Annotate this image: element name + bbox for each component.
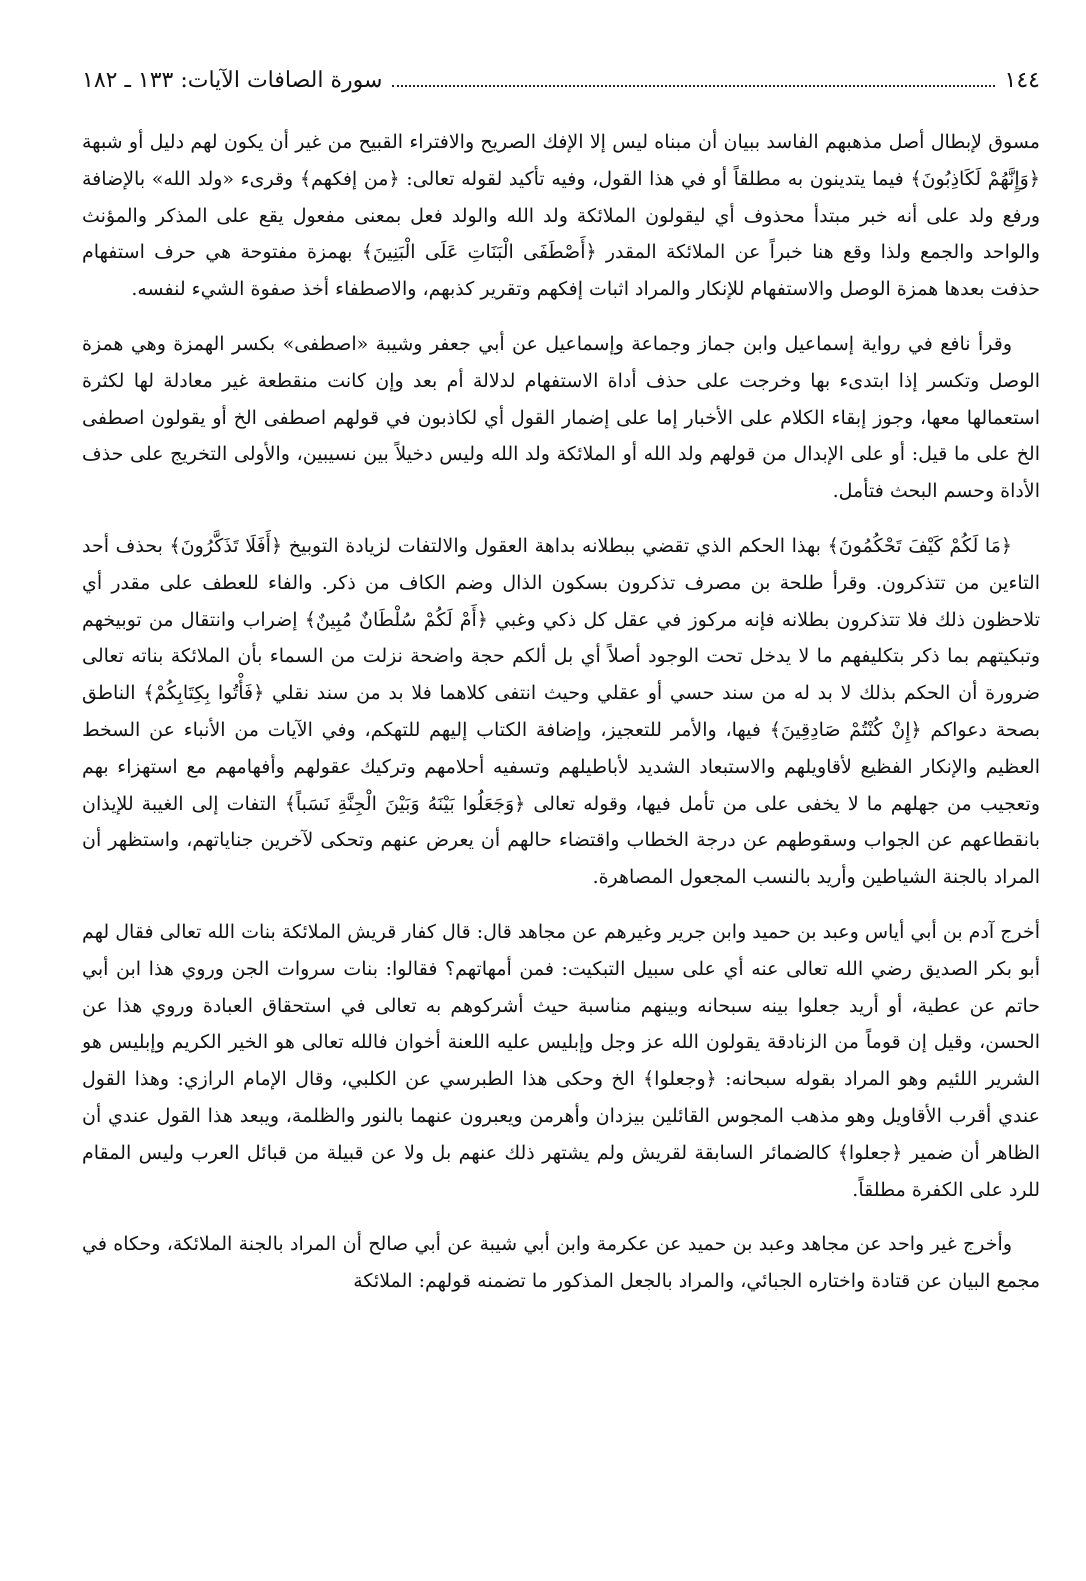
paragraph: أخرج آدم بن أبي أياس وعبد بن حميد وابن جرير وغيرهم عن مجاهد قال: قال كفار قريش الملائكة بنات الله تعالى فقال لهم أبو بكر الصديق رضي الله تعالى عنه أي على سبيل التبكيت: فمن أمهاتهم؟ فقالوا: بنات سروات الجن وروي هذا ابن أبي حاتم عن عطية، أو أريد جعلوا بينه سبحانه وبينهم مناسبة حيث أشركوهم به تعالى في استحقاق العبادة وروي هذا عن الحسن، وقيل إن قوماً من الزنادقة يقولون الله عز وجل وإبليس عليه اللعنة أخوان فالله تعالى هو الخير الكريم وإبليس هو الشرير اللئيم وهو المراد بقوله سبحانه: ﴿وجعلوا﴾ الخ وحكى هذا الطبرسي عن الكلبي، وقال الإمام الرازي: وهذا القول عندي أقرب الأقاويل وهو مذهب المجوس القائلين بيزدان وأهرمن ويعبرون عنهما بالنور والظلمة، ويبعد هذا القول عندي أن الظاهر أن ضمير ﴿جعلوا﴾ كالضمائر السابقة لقريش ولم يشتهر ذلك عنهم بل ولا عن قبيلة من قبائل العرب وليس المقام للرد على الكفرة مطلقاً. <box>82 920 1040 1201</box>
document-page <box>82 66 1040 1300</box>
paragraph: وقرأ نافع في رواية إسماعيل وابن جماز وجماعة وإسماعيل عن أبي جعفر وشيبة «اصطفى» بكسر الهمزة وهي همزة الوصل وتكسر إذا ابتدىء بها وخرجت على حذف أداة الاستفهام لدلالة أم بعد وإن كانت منقطعة غير معادلة لها لكثرة استعمالها معها، وجوز إبقاء الكلام على الأخبار إما على إضمار القول أي لكاذبون في قولهم اصطفى الخ أو يقولون اصطفى الخ على ما قيل: أو على الإبدال من قولهم ولد الله أو الملائكة ولد الله وليس دخيلاً بين نسيبين، والأولى التخريج على حذف الأداة وحسم البحث فتأمل. <box>82 332 1040 503</box>
paragraph: مسوق لإبطال أصل مذهبهم الفاسد ببيان أن مبناه ليس إلا الإفك الصريح والافتراء القبيح من غير أن يكون لهم دليل أو شبهة ﴿وَإِنَّهُمْ لَكَاذِبُونَ﴾ فيما يتدينون به مطلقاً أو في هذا القول، وفيه تأكيد لقوله تعالى: ﴿من إفكهم﴾ وقرىء «ولد الله» بالإضافة ورفع ولد على أنه خبر مبتدأ محذوف أي ليقولون الملائكة ولد الله والولد فعل بمعنى مفعول يقع على المذكر والمؤنث والواحد والجمع ولذا وقع هنا خبراً عن الملائكة المقدر ﴿أَصْطَفَى الْبَنَاتِ عَلَى الْبَنِينَ﴾ بهمزة مفتوحة هي حرف استفهام حذفت بعدها همزة الوصل والاستفهام للإنكار والمراد اثبات إفكهم وتقرير كذبهم، والاصطفاء أخذ صفوة الشيء لنفسه. <box>82 131 1040 301</box>
body-text <box>82 124 1040 1300</box>
paragraph: وأخرج غير واحد عن مجاهد وعبد بن حميد عن عكرمة وابن أبي شيبة عن أبي صالح أن المراد بالجنة الملائكة، وحكاه في مجمع البيان عن قتادة واختاره الجبائي، والمراد بالجعل المذكور ما تضمنه قولهم: الملائكة <box>82 1233 1040 1293</box>
header-dot-leader <box>392 84 994 87</box>
page-header <box>82 66 1040 100</box>
paragraph: ﴿مَا لَكُمْ كَيْفَ تَحْكُمُونَ﴾ بهذا الحكم الذي تقضي ببطلانه بداهة العقول والالتفات لزيادة التوبيخ ﴿أَفَلَا تَذَكَّرُونَ﴾ بحذف أحد التاءين من تتذكرون. وقرأ طلحة بن مصرف تذكرون بسكون الذال وضم الكاف من ذكر. والفاء للعطف على مقدر أي تلاحظون ذلك فلا تتذكرون بطلانه فإنه مركوز في عقل كل ذكي وغبي ﴿أَمْ لَكُمْ سُلْطَانٌ مُبِينٌ﴾ إضراب وانتقال من توبيخهم وتبكيتهم بما ذكر بتكليفهم ما لا يدخل تحت الوجود أصلاً أي بل ألكم حجة واضحة نزلت من السماء بأن الملائكة بناته تعالى ضرورة أن الحكم بذلك لا بد له من سند حسي أو عقلي وحيث انتفى كلاهما فلا بد من سند نقلي ﴿فَأْتُوا بِكِتَابِكُمْ﴾ الناطق بصحة دعواكم ﴿إِنْ كُنْتُمْ صَادِقِينَ﴾ فيها، والأمر للتعجيز، وإضافة الكتاب إليهم للتهكم، وفي الآيات من الأنباء عن السخط العظيم والإنكار الفظيع لأقاويلهم والاستبعاد الشديد لأباطيلهم وتسفيه أحلامهم وتركيك عقولهم وأفهامهم مع استهزاء بهم وتعجيب من جهلهم ما لا يخفى على من تأمل فيها، وقوله تعالى ﴿وَجَعَلُوا بَيْنَهُ وَبَيْنَ الْجِنَّةِ نَسَباً﴾ التفات إلى الغيبة للإيذان بانقطاعهم عن الجواب وسقوطهم عن درجة الخطاب واقتضاء حالهم أن يعرض عنهم وتحكى لآخرين جناياتهم، واستظهر أن المراد بالجنة الشياطين وأريد بالنسب المجعول المصاهرة. <box>82 534 1040 889</box>
running-title: سورة الصافات الآيات: ١٣٣ ـ ١٨٢ <box>82 68 383 93</box>
page-number: ١٤٤ <box>1004 68 1040 93</box>
